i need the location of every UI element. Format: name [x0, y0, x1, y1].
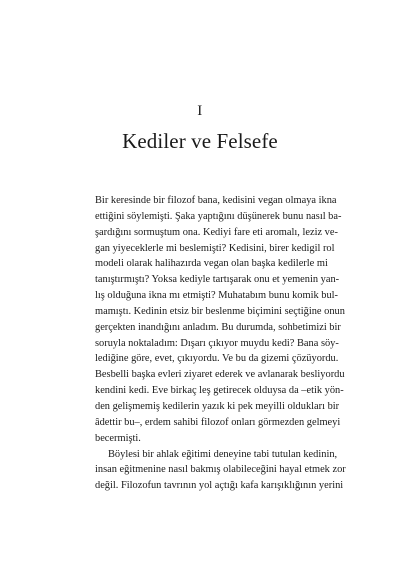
text-line: ettiğini söylemişti. Şaka yaptığını düşünerek bunu nasıl ba-	[95, 210, 342, 222]
text-line: kendini kedi. Eve birkaç leş getirecek olduysa da –etik yön-	[95, 385, 344, 397]
text-line: âdettir bu–, erdem sahibi filozof onları görmezden gelmeyi	[95, 416, 341, 428]
text-line: tanıştırmıştı? Yoksa kediyle tartışarak onu et yemenin yan-	[95, 274, 340, 286]
text-line: insan eğitmenine nasıl bakmış olabileceğini hayal etmek zor	[95, 464, 346, 476]
text-line: becermişti.	[95, 432, 141, 444]
text-line: Bir keresinde bir filozof bana, kedisini vegan olmaya ikna	[95, 195, 337, 206]
text-line: gan yiyeceklerle mi beslemişti? Kedisini, birer kedigil rol	[95, 242, 335, 254]
chapter-title: Kediler ve Felsefe	[122, 129, 278, 153]
body-text	[95, 193, 346, 494]
text-line: soruyla noktaladım: Dışarı çıkıyor muydu kedi? Bana söy-	[95, 337, 339, 349]
text-line: den gelişmemiş kedilerin yazık ki pek meyilli oldukları bir	[95, 400, 340, 412]
text-line: değil. Filozofun tavrının yol açtığı kafa karışıklığının yerini	[95, 480, 344, 492]
text-line: lediğine göre, evet, çıkıyordu. Ve bu da gizemi çözüyordu.	[95, 353, 339, 365]
text-line: Böylesi bir ahlak eğitimi deneyine tabi tutulan kedinin,	[108, 448, 338, 460]
text-line: lış olduğuna ikna mı etmişti? Muhatabım bunu komik bul-	[95, 290, 339, 302]
text-line: Besbelli başka evleri ziyaret ederek ve avlanarak besliyordu	[95, 369, 345, 381]
text-line: gerçekten inandığını anladım. Bu durumda, sohbetimizi bir	[95, 321, 341, 333]
text-line: mamıştı. Kedinin etsiz bir beslenme biçimini seçtiğine onun	[95, 305, 345, 317]
chapter-number: I	[197, 103, 203, 119]
text-line: modeli olarak halihazırda vegan olan başka kedilerle mi	[95, 258, 328, 270]
text-line: şardığını sormuştum ona. Kediyi fare eti aromalı, leziz ve-	[95, 226, 338, 238]
